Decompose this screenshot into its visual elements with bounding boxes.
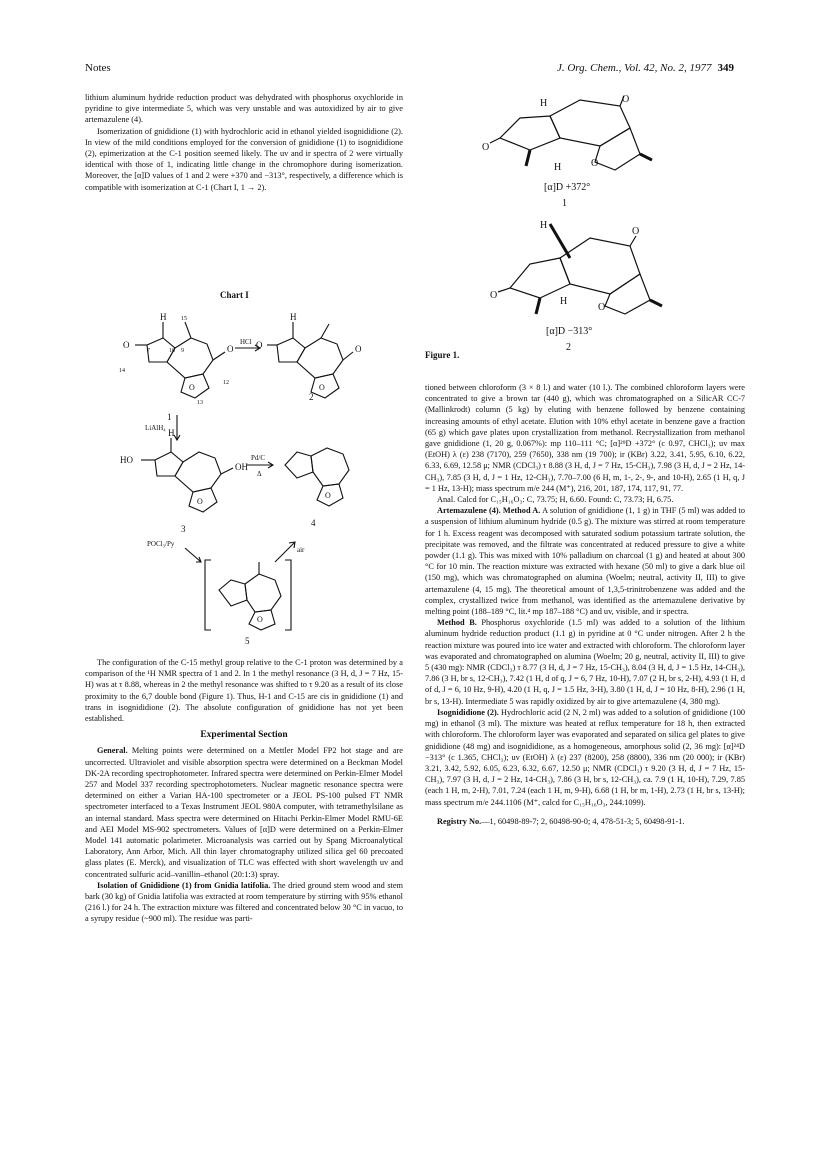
paragraph	[425, 707, 745, 808]
journal-citation: J. Org. Chem., Vol. 42, No. 2, 1977	[556, 62, 712, 74]
ring	[500, 116, 560, 150]
oxygen-label: O	[591, 158, 599, 169]
reaction-arrow	[275, 542, 295, 562]
oxygen-label: O	[482, 142, 490, 153]
hydroxyl-bond	[221, 468, 233, 474]
paragraph	[425, 617, 745, 707]
ring	[595, 128, 640, 170]
oxygen-label: O	[632, 226, 640, 237]
methyl-bond	[640, 154, 652, 160]
paragraph	[85, 745, 403, 879]
hydrogen-label: H	[160, 312, 167, 322]
ring	[175, 452, 221, 492]
hydrogen-label: H	[540, 98, 548, 109]
hydrogen-label: H	[554, 162, 562, 173]
optical-rotation-2: [α]D −313°	[546, 326, 593, 337]
section-heading: Experimental Section	[200, 730, 288, 741]
ring	[155, 452, 183, 476]
paragraph: tioned between chloroform (3 × 8 l.) and water (10 l.). The combined chloroform layers were concentrated to give a brown tar (440 g), which was chromatographed on a SilicAR CC-7 (Mallinkrodt) column (5 kg) by eluting with benzene followed by benzene containing increasing amounts of ethyl acetate. Elution with 10% ethyl acetate in benzene gave a fraction (65 g) which gave plates upon crystallization from methanol. Recrystallization from methanol gave gnididione (1, 20 g, 0.067%): mp 110–111 °C; [α]²⁹D +372° (c 0.97, CHCl₃); uv max (EtOH) λ (ε) 238 (7170), 259 (7650), 338 nm (19 700); ir (KBr) 3.22, 3.41, 5.95, 6.10, 6.22, 6.33, 6.69, 12.58 μ; NMR (CDCl₃) τ 8.88 (3 H, d, J = 7 Hz, 15-CH₃), 7.98 (3 H, d, J = 2 Hz, 14-CH₃), 7.85 (3 H, d, J = 1 Hz, 12-CH₃), 7.70–7.00 (6 H, m, 1-, 2-, 9-, and 10-H), 2.65 (1 H, q, J = 1 Hz, 13-H); mass spectrum m/e 244 (M⁺), 216, 201, 187, 174, 117, 91, 77.	[425, 383, 745, 493]
left-column-bottom	[85, 657, 403, 925]
hydrogen-label: H	[168, 428, 175, 438]
oxygen-label: O	[123, 340, 130, 350]
paragraph: The configuration of the C-15 methyl group relative to the C-1 proton was determined by a comparison of the ¹H NMR spectra of 1 and 2. In 1 the methyl resonance (3 H, d, J = 7 Hz, 15-H) was at τ 8.88, whereas in 2 the methyl resonance was shifted to τ 9.20 as a result of its close proximity to the 6,7 double bond (Figure 1). Thus, H-1 and C-15 are cis in gnididione (1) and trans in isognididione (2). The absolute configuration of gnididione has not yet been established.	[85, 658, 403, 724]
left-column-top	[85, 92, 403, 193]
compound-number: 5	[245, 636, 250, 646]
atom-number: 10	[169, 348, 175, 354]
paragraph-text: Melting points were determined on a Mettler Model FP2 hot stage and are uncorrected. Ultraviolet and visible absorption spectra were determined on a Beckman Model DK-2A recording spectrophotometer. Infrared spectra were determined on Perkin-Elmer Model 257 and Model 337 recording spectrophotometers. Nuclear magnetic resonance spectra were determined on either a Varian HA-100 spectrometer or a JEOL PS-100 pulsed FT NMR spectrometer interfaced to a Texas Instrument JEOL 980A computer, with tetramethylsilane as an internal standard. Mass spectra were determined on Hitachi Perkin-Elmer Model RMU-6E and AEI Model MS-902 spectrometers. Values of [α]D were determined on a Perkin-Elmer Model 141 automatic polarimeter. Microanalysis was carried out by Spang Microanalytical Laboratory, Ann Arbor, Mich. All thin layer chromatography utilized silica gel 60 precoated glass plates (E. Merck), and visualization of TLC was effected with short wavelength uv and concentrated sulfuric acid–vanillin–ethanol (20:1:3) spray.	[85, 746, 403, 879]
run-in-heading: Isolation of Gnididione (1) from Gnidia latifolia.	[97, 880, 271, 890]
atom-number: 9	[181, 348, 184, 354]
oxygen-label: O	[197, 497, 203, 506]
oxygen-label: O	[189, 383, 195, 392]
compound-number: 1	[167, 412, 172, 422]
paragraph: lithium aluminum hydride reduction product was dehydrated with phosphorus oxychloride in pyridine to give intermediate 5, which was very unstable and was autoxidized by air to give artemazulene (4).	[85, 93, 403, 125]
ring	[245, 574, 281, 612]
reagent-label: air	[297, 546, 305, 554]
methyl-bond	[650, 300, 662, 306]
oxygen-label: O	[490, 290, 498, 301]
ring	[605, 274, 650, 314]
ring	[297, 338, 343, 378]
run-in-heading: General.	[97, 746, 128, 756]
chart-title: Chart I	[220, 290, 249, 300]
figure-1	[480, 88, 670, 358]
ring	[167, 338, 213, 378]
header-journal	[557, 62, 734, 74]
paragraph-text: Hydrochloric acid (2 N, 2 ml) was added to a solution of gnididione (100 mg) in ethanol (3 ml). The mixture was heated at reflux temperature for 18 h, then extracted with chloroform. The chloroform layer was evaporated and separated on silica gel plates to give gnididione (48 mg) and isognididione, as a homogeneous, amorphous solid (2, 36 mg): [α]²⁴D −313° (c 1.365, CHCl₃); uv (EtOH) λ (ε) 237 (8200), 258 (8800), 336 nm (20 000); ir (KBr) 3.21, 3.42, 5.92, 6.05, 6.23, 6.32, 6.67, 12.50 μ; NMR (CDCl₃) τ 9.20 (3 H, d, J = 7 Hz, 15-CH₃), 7.97 (3 H, d, J = 2 Hz, 14-CH₃), 7.86 (3 H, br s, 12-CH₃), ca. 7.9 (1 H, 10-H), 7.29, 7.85 (each 1 H, m, 2-H), 7.01, 7.24 (each 1 H, m, 9-H), 6.68 (1 H, br m, 1-H), 2.73 (1 H, br s, 13-H); mass spectrum m/e 244.1106 (M⁺, calcd for C₁₅H₁₆O₃, 244.1099).	[425, 707, 746, 807]
carbonyl-bond	[343, 352, 353, 360]
hydrogen-label: H	[540, 220, 548, 231]
ring	[189, 488, 217, 512]
optical-rotation-1: [α]D +372°	[544, 182, 591, 193]
oxygen-label: O	[325, 491, 331, 500]
reagent-label: HCl	[240, 338, 252, 346]
oxygen-label: O	[257, 615, 263, 624]
carbonyl-bond	[490, 138, 500, 143]
paragraph	[425, 505, 745, 617]
reagent-label: POCl₃/Py	[147, 540, 175, 548]
hydrogen-label: H	[290, 312, 297, 322]
oxygen-label: O	[598, 302, 606, 313]
ring	[311, 374, 339, 398]
header-section-label: Notes	[85, 62, 111, 74]
ring	[181, 374, 209, 398]
reagent-label: LiAlH₄	[145, 424, 166, 432]
methyl-bond	[526, 150, 530, 166]
compound-number: 2	[566, 342, 571, 353]
figure-caption: Figure 1.	[425, 350, 460, 360]
oxygen-label: O	[227, 344, 234, 354]
paragraph	[85, 880, 403, 925]
reaction-arrow	[185, 548, 201, 562]
bracket	[205, 560, 211, 630]
atom-number: 12	[223, 380, 229, 386]
ring	[510, 258, 570, 298]
paragraph: Anal. Calcd for C₁₅H₁₆O₃: C, 73.75; H, 6.60. Found: C, 73.73; H, 6.75.	[437, 495, 674, 505]
compound-number: 2	[309, 392, 314, 402]
atom-number: 15	[181, 316, 187, 322]
methyl-bond	[321, 324, 329, 338]
ring	[550, 100, 630, 146]
methyl-bond	[185, 322, 191, 338]
compound-number: 4	[311, 518, 316, 528]
run-in-heading: Method B.	[437, 618, 477, 628]
hydroxyl-label: HO	[120, 455, 133, 465]
registry-paragraph	[425, 816, 745, 827]
ring	[560, 238, 640, 294]
ring	[285, 452, 313, 478]
oxygen-label: O	[256, 340, 263, 350]
carbonyl-bond	[498, 288, 510, 292]
paragraph-text: —1, 60498-89-7; 2, 60498-90-0; 4, 478-51-3; 5, 60498-91-1.	[481, 816, 685, 826]
carbonyl-bond	[630, 236, 636, 246]
right-column	[425, 382, 745, 827]
ring	[277, 338, 305, 362]
ring	[219, 580, 247, 606]
reagent-label: Pd/C	[251, 454, 266, 462]
methyl-bond	[550, 224, 570, 258]
paragraph-text: Phosphorus oxychloride (1.5 ml) was added to a solution of the lithium aluminum hydride reduction product (1.1 g) in pyridine at 0 °C under nitrogen. After 2 h the reaction mixture was poured into ice water and extracted with chloroform. The chloroform layer was evaporated and chromatographed on alumina (Woelm; 20 g, neutral, activity II, III) to give 5 (430 mg): NMR (CDCl₃) τ 8.77 (3 H, d, J = 7 Hz, 15-CH₃), 8.04 (3 H, d, J = 1.5 Hz, 14-CH₃), 7.86 (3 H, br s, 12-CH₃), 7.42 (1 H, d of q, J = 6, 7 Hz, 10-H), 7.07 (2 H, br s, 2-H), 4.93 (1 H, d of d, J = 6, 10 Hz, 9-H), 4.20 (1 H, q, J = 1.5 Hz, 3-H), 3.80 (1 H, d, J = 10 Hz, 8-H), 2.96 (1 H, br s, 13-H). Intermediate 5 was rapidly oxidized by air to give artemazulene (4, 380 mg).	[425, 618, 745, 706]
run-in-heading: Isognididione (2).	[437, 707, 499, 717]
hydroxyl-label: OH	[235, 462, 248, 472]
oxygen-label: O	[355, 344, 362, 354]
bracket	[285, 560, 291, 630]
compound-number: 3	[181, 524, 186, 534]
hydrogen-label: H	[560, 296, 568, 307]
compound-number: 1	[562, 198, 567, 209]
atom-number: 7	[147, 348, 150, 354]
oxygen-label: O	[622, 94, 630, 105]
paragraph: Isomerization of gnididione (1) with hydrochloric acid in ethanol yielded isognididione (2). In view of the mild conditions employed for the conversion of gnididione (1) to isognididione (2), epimerization at the C-1 position seemed likely. The uv and ir spectra of 2 were virtually identical with those of 1, indicating little change in the chromophore during isomerization. Moreover, the [α]D values of 1 and 2 were +370 and −313°, respectively, a difference which is compatible with isomerization at C-1 (Chart I, 1 → 2).	[85, 126, 403, 192]
paragraph-text: A solution of gnididione (1, 1 g) in THF (5 ml) was added to a suspension of lithium aluminum hydride (0.5 g). The mixture was stirred at room temperature for 1 h. Excess reagent was decomposed with saturated sodium potassium tartrate solution, the precipitate was removed, and the filtrate was concentrated at reduced pressure to give a white powder (1.1 g). This was mixed with 10% palladium on charcoal (1 g) and heated at about 300 °C for 10 min. The reaction mixture was extracted with hexane (50 ml) to give a dark blue oil (150 mg), which was chromatographed on alumina (Woelm; neutral, activity II, III) to give artemazulene (4, 15 mg). The theoretical amount of 1,3,5-trinitrobenzene was added and the complex, crystallized twice from methanol, was identified as the artemazulene derivative by melting point (188–189 °C, lit.⁴ mp 187–188 °C) and uv, visible, and ir spectra.	[425, 506, 745, 617]
oxygen-label: O	[319, 383, 325, 392]
atom-number: 13	[197, 400, 203, 406]
run-in-heading: Artemazulene (4). Method A.	[437, 506, 541, 516]
page-number: 349	[717, 62, 734, 74]
paragraph-text: The dried ground stem wood and stem bark (30 kg) of Gnidia latifolia was extracted at room temperature by stirring with 95% ethanol (216 l.) for 24 h. The extraction mixture was filtered and concentrated below 30 °C in vacuo, to a syrupy residue (~900 ml). The residue was parti-	[85, 880, 403, 924]
carbonyl-bond	[213, 352, 225, 360]
chart-scheme	[85, 300, 415, 650]
methyl-bond	[536, 298, 540, 314]
ring	[311, 448, 349, 486]
atom-number: 14	[119, 368, 125, 374]
reagent-label: Δ	[257, 470, 262, 478]
run-in-heading: Registry No.	[437, 816, 482, 826]
